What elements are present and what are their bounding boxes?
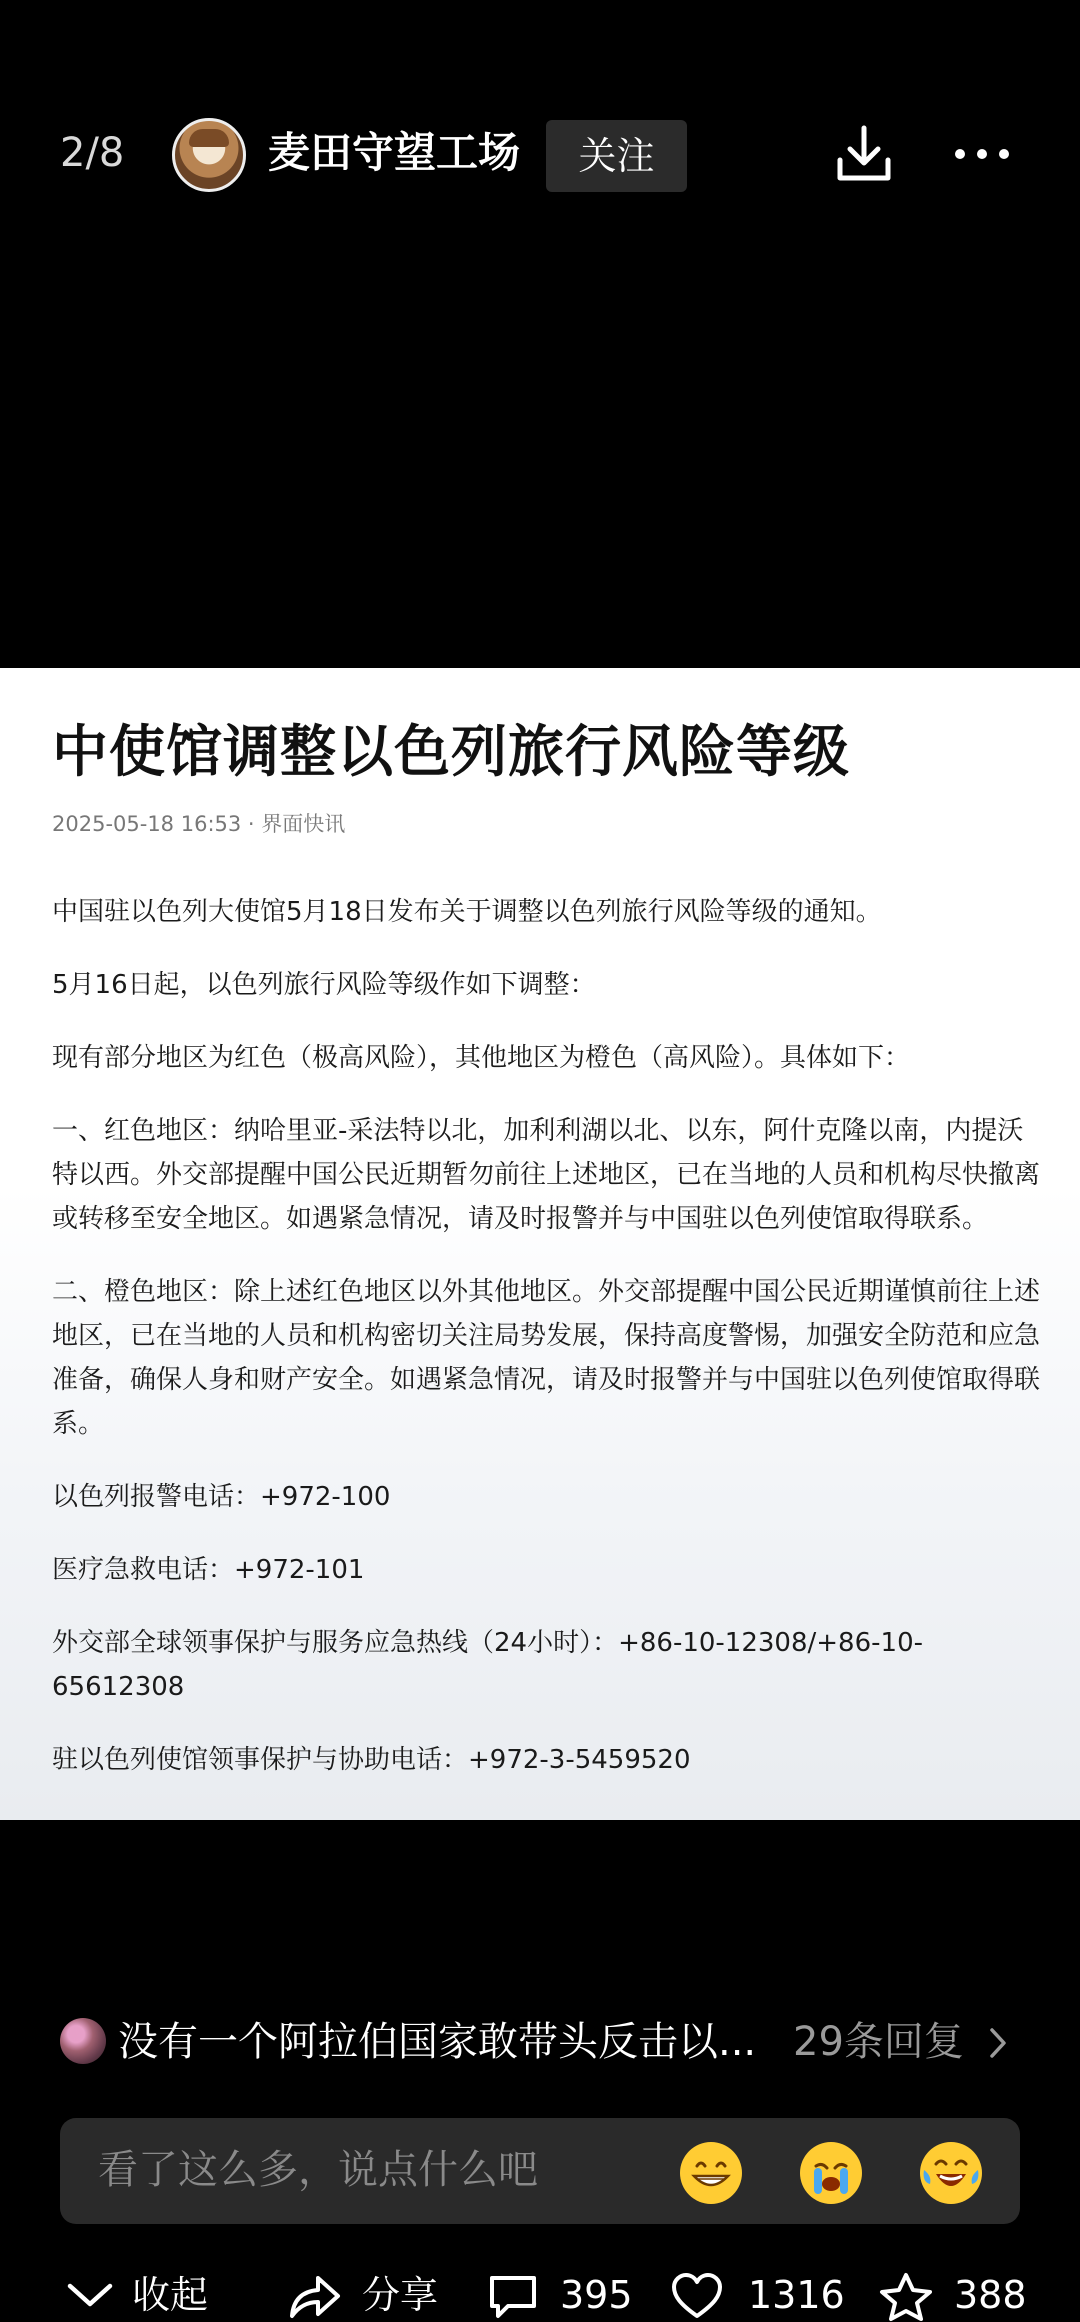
- article-image[interactable]: [0, 668, 1080, 1820]
- article-paragraph: 以色列报警电话：+972-100: [52, 1482, 391, 1512]
- article-paragraph: 中国驻以色列大使馆5月18日发布关于调整以色列旅行风险等级的通知。: [52, 897, 882, 927]
- like-button[interactable]: [670, 2270, 845, 2320]
- more-icon[interactable]: [952, 144, 1012, 164]
- comments-count: 395: [560, 2273, 633, 2317]
- collapse-label: 收起: [132, 2273, 209, 2317]
- article-paragraph: 外交部全球领事保护与服务应急热线（24小时）：+86-10-12308/+86-10-65612308: [52, 1628, 923, 1702]
- grinning-face-icon[interactable]: [680, 2142, 742, 2204]
- article-paragraph: 现有部分地区为红色（极高风险），其他地区为橙色（高风险）。具体如下：: [52, 1043, 911, 1073]
- collapse-button[interactable]: [66, 2270, 216, 2320]
- comment-input[interactable]: [60, 2118, 1020, 2224]
- likes-count: 1316: [748, 2273, 845, 2317]
- article-paragraph: 一、红色地区：纳哈里亚-采法特以北，加利利湖以北、以东，阿什克隆以南，内提沃特以西。外交部提醒中国公民近期暂勿前往上述地区，已在当地的人员和机构尽快撤离或转移至安全地区。如遇紧急情况，请及时报警并与中国驻以色列使馆取得联系。: [52, 1116, 1041, 1234]
- comment-replies-count[interactable]: 29条回复: [793, 2019, 964, 2065]
- comment-input-placeholder: 看了这么多，说点什么吧: [98, 2147, 538, 2193]
- download-icon[interactable]: [836, 124, 892, 184]
- star-icon: [878, 2272, 934, 2322]
- author-avatar[interactable]: [172, 118, 246, 192]
- author-name[interactable]: 麦田守望工场: [268, 128, 521, 177]
- article-paragraph: 驻以色列使馆领事保护与协助电话：+972-3-5459520: [52, 1745, 691, 1775]
- chevron-down-icon: [66, 2272, 114, 2318]
- article-title: 中使馆调整以色列旅行风险等级: [52, 720, 850, 785]
- comment-preview[interactable]: [60, 2016, 1020, 2068]
- share-icon: [286, 2272, 342, 2320]
- laughing-crying-face-icon[interactable]: [920, 2142, 982, 2204]
- share-label: 分享: [362, 2273, 439, 2317]
- page-indicator: 2/8: [60, 130, 125, 176]
- article-paragraph: 5月16日起，以色列旅行风险等级作如下调整：: [52, 970, 596, 1000]
- crying-face-icon[interactable]: [800, 2142, 862, 2204]
- article-paragraph: 二、橙色地区：除上述红色地区以外其他地区。外交部提醒中国公民近期谨慎前往上述地区，已在当地的人员和机构密切关注局势发展，保持高度警惕，加强安全防范和应急准备，确保人身和财产安全。如遇紧急情况，请及时报警并与中国驻以色列使馆取得联系。: [52, 1277, 1041, 1439]
- chevron-right-icon: [988, 2026, 1008, 2060]
- follow-button[interactable]: 关注: [546, 120, 687, 192]
- commenter-avatar: [60, 2018, 106, 2064]
- comment-preview-text: 没有一个阿拉伯国家敢带头反击以...: [118, 2019, 757, 2065]
- share-button[interactable]: [286, 2270, 446, 2320]
- comments-button[interactable]: [486, 2270, 636, 2320]
- article-meta: 2025-05-18 16:53 · 界面快讯: [52, 812, 346, 836]
- favorite-button[interactable]: [878, 2270, 1038, 2320]
- comment-icon: [486, 2272, 540, 2320]
- favorites-count: 388: [954, 2273, 1027, 2317]
- article-paragraph: 医疗急救电话：+972-101: [52, 1555, 365, 1585]
- heart-icon: [670, 2272, 724, 2320]
- action-bar: [0, 2270, 1080, 2320]
- article-body: [52, 890, 1046, 1811]
